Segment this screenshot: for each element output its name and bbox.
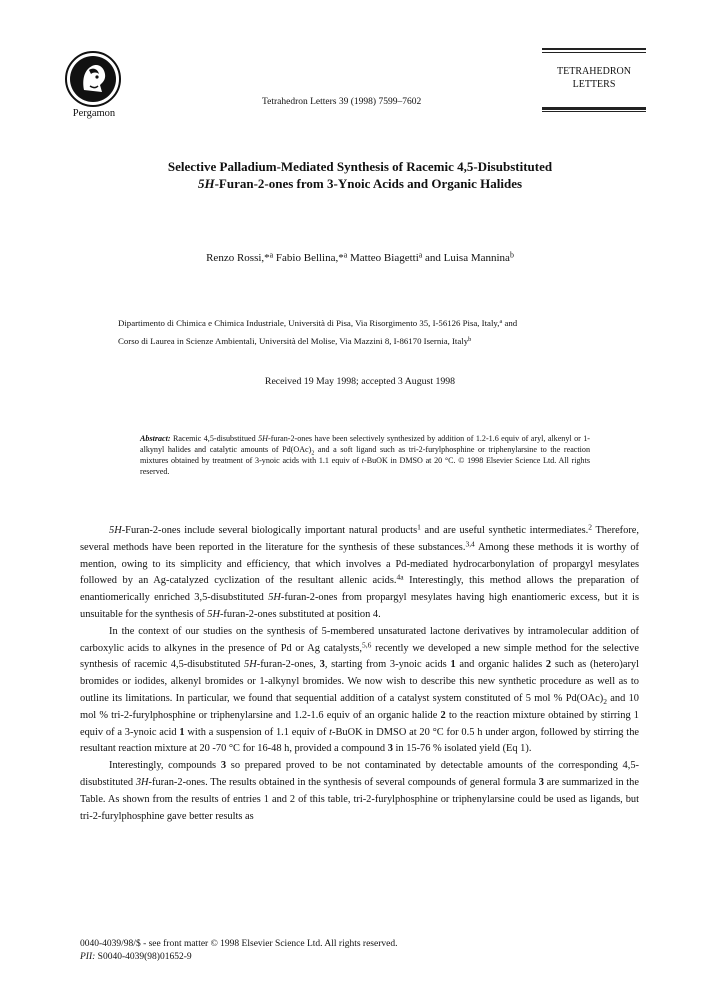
citation: 4a bbox=[396, 573, 404, 583]
author-sup: a bbox=[343, 250, 348, 260]
author-rossi: Renzo Rossi,* bbox=[206, 252, 270, 264]
author-biagetti: Matteo Biagetti bbox=[347, 252, 419, 264]
author-sup: b bbox=[509, 250, 514, 260]
publisher-logo-icon bbox=[64, 50, 122, 108]
body-text: -BuOK in DMSO at 20 °C for 0.5 h under argon, followed by stirring the resultant reaction mixture at 20 -70 °C for 16-48 h, provided a compound bbox=[80, 726, 639, 755]
body-text: Interestingly, this method allows the preparation of enantiomerically enriched 3,5-disubstituted bbox=[80, 575, 639, 604]
bottom-rule bbox=[542, 107, 646, 112]
copyright-line: 0040-4039/98/$ - see front matter © 1998 Elsevier Science Ltd. All rights reserved. bbox=[80, 939, 398, 949]
citation: 1 bbox=[417, 522, 421, 532]
paragraph-2 bbox=[80, 624, 639, 758]
body-text: to the reaction mixture obtained by stirring 1 equiv of a 3-ynoic acid bbox=[80, 709, 640, 738]
affiliation-sup: a bbox=[499, 318, 503, 326]
body-text: in 15-76 % isolated yield (Eq 1). bbox=[392, 743, 532, 755]
body-text: -furan-2-ones, bbox=[256, 659, 320, 671]
affiliation-1 bbox=[118, 314, 678, 332]
abstract-label: Abstract: bbox=[140, 434, 171, 443]
authors bbox=[60, 252, 660, 264]
affiliations bbox=[118, 314, 678, 350]
journal-name-line1: TETRAHEDRON bbox=[557, 66, 631, 77]
compound-number: 3 bbox=[387, 743, 393, 755]
body-italic: 5H bbox=[207, 608, 220, 620]
abstract-text: -BuOK in DMSO at 20 °C. © 1998 Elsevier Science Ltd. All rights reserved. bbox=[140, 456, 590, 476]
journal-reference: Tetrahedron Letters 39 (1998) 7599–7602 bbox=[262, 97, 422, 107]
body-text: such as (hetero)aryl bromides or iodides, alkenyl bromides or 1-alkynyl bromides. We now wish to describe this new synthetic procedure as well as to outline its limitations. In particular, we found that sequential addition of a catalyst system constituted of 5 mol % Pd(OAc) bbox=[80, 659, 639, 704]
body-italic: 3H bbox=[135, 776, 149, 788]
body-text: and 10 mol % tri-2-furylphosphine or triphenylarsine and 1.2-1.6 equiv of an organic halide bbox=[80, 692, 639, 721]
abstract bbox=[140, 433, 590, 477]
title-rest: -Furan-2-ones from 3-Ynoic Acids and Organic Halides bbox=[214, 176, 523, 191]
affiliation-2 bbox=[118, 332, 678, 350]
article-body bbox=[80, 523, 639, 825]
body-italic: t bbox=[329, 726, 333, 738]
pii-value: S0040-4039(98)01652-9 bbox=[95, 952, 192, 962]
footer bbox=[80, 938, 397, 964]
body-text: Therefore, several methods have been reported in the literature for the synthesis of these substances. bbox=[80, 525, 640, 553]
journal-name-box bbox=[542, 48, 646, 112]
citation: 5,6 bbox=[362, 640, 372, 650]
received-dates: Received 19 May 1998; accepted 3 August 1998 bbox=[264, 376, 456, 387]
abstract-italic: 5H bbox=[258, 434, 269, 443]
body-text: Among these methods it is worthy of mention, owing to its simplicity and efficiency, that which involves a Pd-mediated hydrocarbonylation of propargyl mesylates followed by an Ag-catalyzed cyclization of the resultant allenic acids. bbox=[80, 541, 639, 587]
body-text: In the context of our studies on the synthesis of 5-membered unsaturated lactone derivatives by intramolecular addition of carboxylic acids to alkynes in the presence of Pd or Ag catalysts, bbox=[80, 625, 639, 654]
body-italic: 5H bbox=[109, 525, 122, 536]
citation: 2 bbox=[588, 522, 592, 532]
compound-number: 2 bbox=[545, 659, 552, 671]
body-text: so prepared proved to be not contaminated by detectable amounts of the corresponding 4,5-disubstituted bbox=[80, 760, 639, 788]
body-text: Interestingly, compounds bbox=[109, 760, 221, 772]
compound-number: 1 bbox=[450, 659, 456, 671]
journal-name-line2: LETTERS bbox=[572, 79, 616, 90]
body-text: -furan-2-ones substituted at position 4. bbox=[219, 608, 381, 620]
affiliation-sup: b bbox=[468, 336, 472, 344]
article-title bbox=[60, 158, 660, 192]
compound-number: 3 bbox=[220, 760, 227, 772]
author-sup: a bbox=[418, 250, 423, 260]
affiliation-2-text: Corso di Laurea in Scienze Ambientali, Università del Molise, Via Mazzini 8, I-86170 Isernia, Italy bbox=[118, 336, 469, 346]
publisher-name: Pergamon bbox=[72, 108, 116, 119]
citation: 3,4 bbox=[465, 539, 475, 549]
body-text: and are useful synthetic intermediates. bbox=[420, 525, 589, 536]
pii-line bbox=[80, 951, 397, 964]
abstract-text: and a soft ligand such as tri-2-furylphosphine or triphenylarsine to the reaction mixtures obtained by treatment of 3-ynoic acids with 1.1 equiv of bbox=[140, 445, 590, 465]
body-text: recently we developed a new simple method for the selective synthesis of racemic 4,5-disubstituted bbox=[80, 642, 639, 671]
paragraph-3 bbox=[80, 758, 639, 825]
affiliation-1-text: Dipartimento di Chimica e Chimica Industriale, Università di Pisa, Via Risorgimento 35, I-56126 Pisa, Italy, bbox=[118, 318, 500, 328]
abstract-text: Racemic 4,5-disubstitued bbox=[170, 434, 259, 443]
abstract-sub: 2 bbox=[311, 450, 315, 457]
affiliation-1-end: and bbox=[502, 318, 518, 328]
body-text: with a suspension of 1.1 equiv of bbox=[184, 726, 330, 738]
body-text: , starting from 3-ynoic acids bbox=[324, 659, 451, 671]
journal-name bbox=[542, 65, 646, 91]
body-text: are summarized in the Table. As shown from the results of entries 1 and 2 of this table, tri-2-furylphosphine or triphenylarsine could be used as ligands, but tri-2-furylphosphine gave better results as bbox=[80, 776, 639, 822]
title-italic: 5H bbox=[197, 176, 215, 191]
body-italic: 5H bbox=[268, 592, 281, 604]
author-bellina: Fabio Bellina,* bbox=[273, 252, 344, 264]
abstract-text: -furan-2-ones have been selectively synthesized by addition of 1.2-1.6 equiv of aryl, alkenyl or 1-alkynyl halides and catalytic amounts of Pd(OAc) bbox=[140, 434, 590, 454]
abstract-italic: t bbox=[361, 456, 364, 465]
author-mannina: and Luisa Mannina bbox=[422, 252, 510, 264]
compound-number: 3 bbox=[319, 659, 325, 671]
body-text: and organic halides bbox=[455, 659, 546, 671]
body-text: -furan-2-ones from propargyl mesylates having high enantiomeric excess, but it is unsuitable for the synthesis of bbox=[80, 592, 640, 620]
compound-number: 2 bbox=[440, 709, 446, 721]
compound-number: 1 bbox=[179, 726, 185, 738]
author-sup: a bbox=[269, 250, 274, 260]
compound-number: 3 bbox=[538, 776, 544, 788]
pii-label: PII: bbox=[80, 952, 96, 962]
title-line1: Selective Palladium-Mediated Synthesis of Racemic 4,5-Disubstituted bbox=[167, 159, 553, 174]
body-text: -Furan-2-ones include several biologically important natural products bbox=[121, 525, 418, 536]
body-italic: 5H bbox=[244, 659, 257, 671]
body-sub: 2 bbox=[603, 697, 607, 707]
paragraph-1 bbox=[80, 523, 639, 624]
body-text: -furan-2-ones. The results obtained in the synthesis of several compounds of general formula bbox=[148, 776, 539, 788]
title-line2 bbox=[60, 175, 660, 192]
top-rule bbox=[542, 48, 646, 53]
